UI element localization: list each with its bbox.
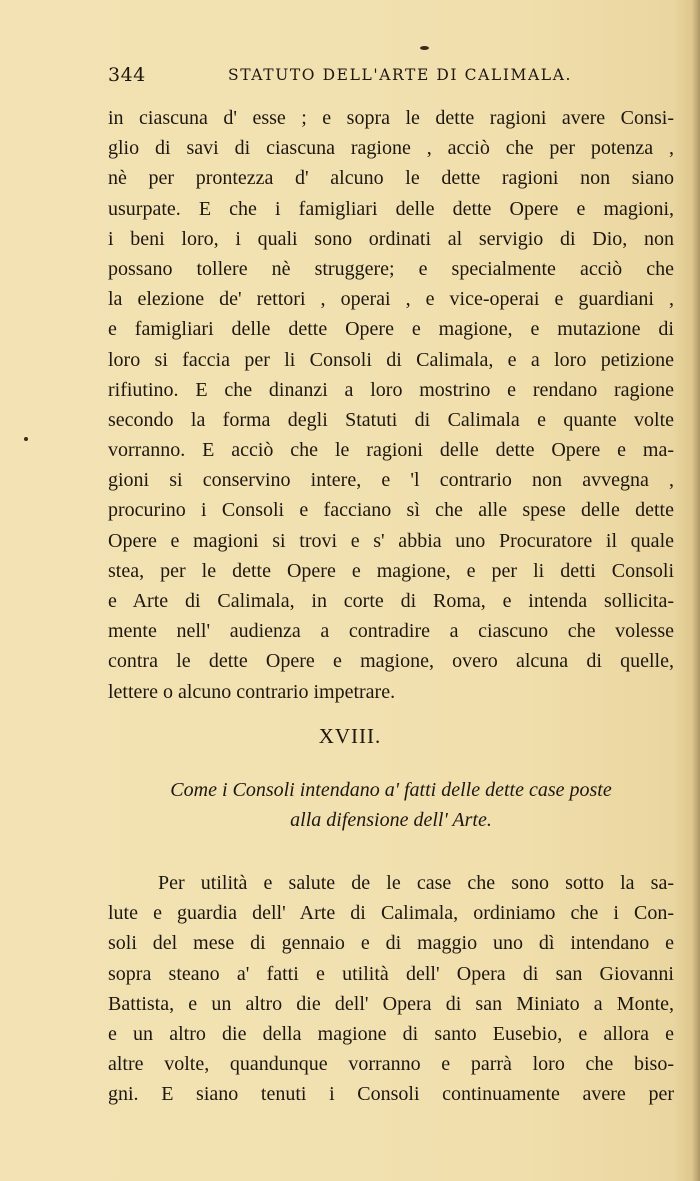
text-line: altre volte, quandunque vorranno e parrà loro che biso- <box>108 1053 674 1076</box>
text-line: procurino i Consoli e facciano sì che alle spese delle dette <box>108 499 674 522</box>
text-line: e un altro die della magione di santo Eusebio, e allora e <box>108 1022 674 1045</box>
text-line: nè per prontezza d' alcuno le dette ragioni non siano <box>108 167 674 190</box>
text-line: mente nell' audienza a contradire a ciascuno che volesse <box>108 620 674 643</box>
text-line: possano tollere nè struggere; e specialmente acciò che <box>108 257 674 280</box>
text-line: lettere o alcuno contrario impetrare. <box>108 680 396 703</box>
text-line: sopra steano a' fatti e utilità dell' Opera di san Giovanni <box>108 962 674 985</box>
section-heading-line: alla difensione dell' Arte. <box>290 809 492 831</box>
section-number: XVIII. <box>318 724 382 748</box>
paragraph-continued <box>108 103 674 707</box>
text-line: e Arte di Calimala, in corte di Roma, e intenda sollicita- <box>108 590 674 612</box>
ink-speck <box>420 46 429 50</box>
section-heading <box>108 775 674 835</box>
text-line: gni. E siano tenuti i Consoli continuamente avere per <box>108 1083 674 1106</box>
text-line: rifiutino. E che dinanzi a loro mostrino e rendano ragione <box>108 378 674 401</box>
text-line: lute e guardia dell' Arte di Calimala, ordiniamo che i Con- <box>108 902 674 925</box>
ink-speck <box>24 437 28 441</box>
text-line: e famigliari delle dette Opere e magione, e mutazione di <box>108 318 674 341</box>
text-line: Opere e magioni si trovi e s' abbia uno Procuratore il quale <box>108 529 674 552</box>
text-line: stea, per le dette Opere e magione, e per li detti Consoli <box>108 559 674 582</box>
text-line: contra le dette Opere e magione, overo alcuna di quelle, <box>108 650 674 673</box>
text-line: loro si faccia per li Consoli di Calimala, e a loro petizione <box>108 348 674 371</box>
text-line: i beni loro, i quali sono ordinati al servigio di Dio, non <box>108 227 674 250</box>
running-title: STATUTO DELL'ARTE DI CALIMALA. <box>228 66 573 84</box>
page-header <box>108 64 674 94</box>
page-edge-shadow <box>692 0 700 1181</box>
section-heading-line: Come i Consoli intendano a' fatti delle dette case poste <box>170 779 612 801</box>
paragraph-section-xviii <box>108 868 674 1110</box>
text-line: Per utilità e salute de le case che sono sotto la sa- <box>158 872 674 894</box>
text-line: Battista, e un altro die dell' Opera di san Miniato a Monte, <box>108 992 674 1015</box>
text-line: in ciascuna d' esse ; e sopra le dette ragioni avere Consi- <box>108 107 674 129</box>
text-line: gioni si conservino intere, e 'l contrario non avvegna , <box>108 469 674 492</box>
text-line: usurpate. E che i famigliari delle dette Opere e magioni, <box>108 197 674 220</box>
text-line: soli del mese di gennaio e di maggio uno dì intendano e <box>108 932 674 955</box>
text-line: secondo la forma degli Statuti di Calimala e quante volte <box>108 408 674 431</box>
text-line: glio di savi di ciascuna ragione , acciò che per potenza , <box>108 137 674 160</box>
page-number: 344 <box>108 64 146 86</box>
text-line: vorranno. E acciò che le ragioni delle dette Opere e ma- <box>108 439 674 462</box>
text-line: la elezione de' rettori , operai , e vice-operai e guardiani , <box>108 288 674 311</box>
